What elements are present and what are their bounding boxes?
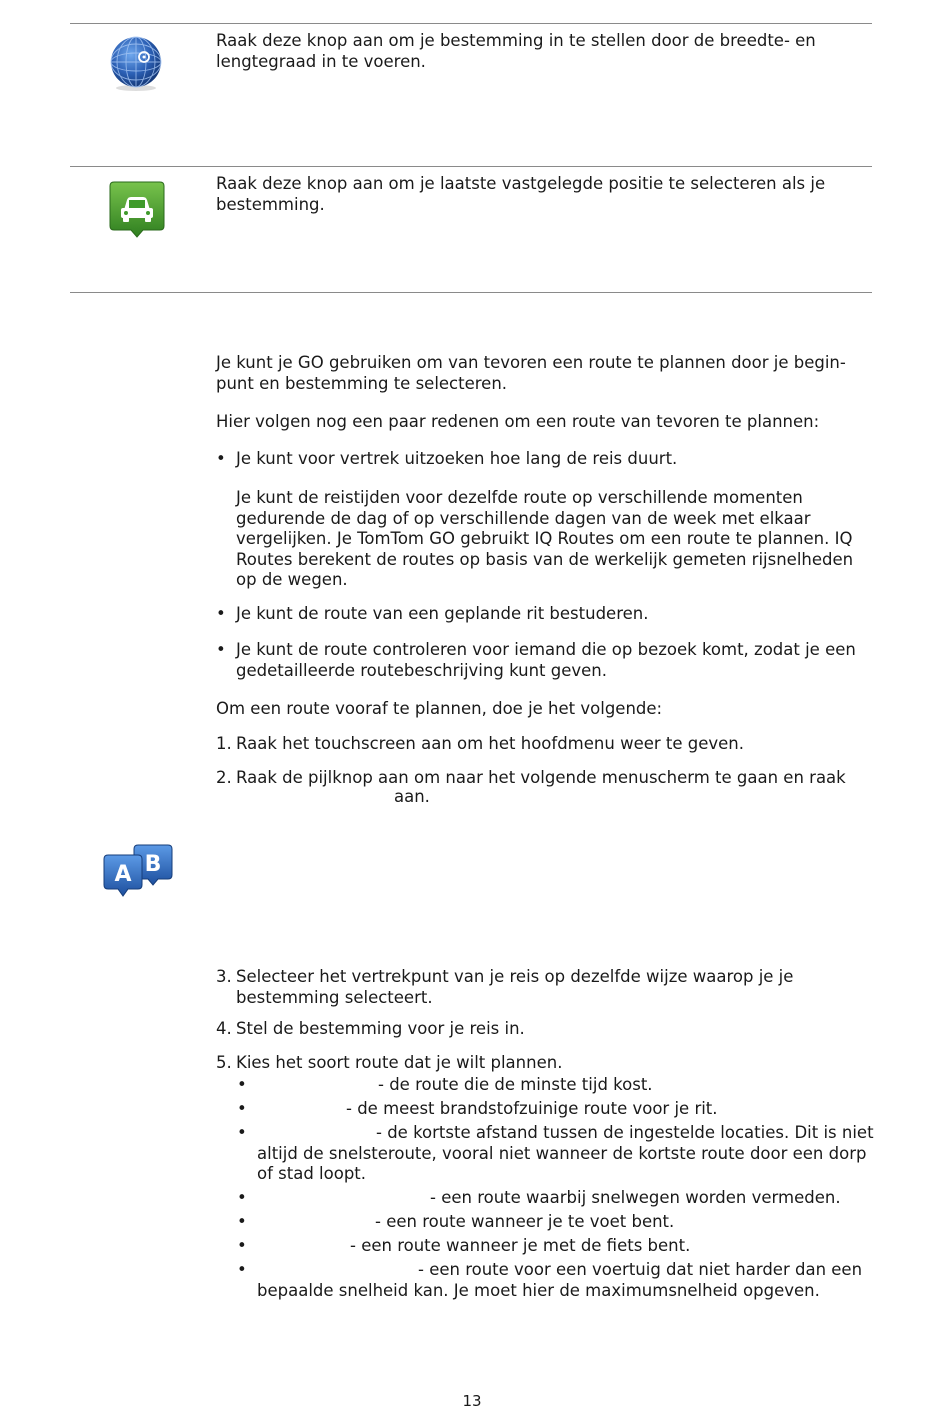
route-type-text: - een route wanneer je te voet bent. <box>375 1212 675 1231</box>
bullet-marker: • <box>237 1260 247 1279</box>
bullet-marker: • <box>237 1099 247 1118</box>
bullet-item <box>216 640 876 681</box>
route-type-item <box>237 1188 877 1209</box>
step-text: Selecteer het vertrekpunt van je reis op dezelfde wijze waarop je je bestemming selecteert. <box>236 967 794 1007</box>
reasons-intro: Hier volgen nog een paar redenen om een route van tevoren te plannen: <box>216 412 820 431</box>
route-type-item <box>237 1075 877 1096</box>
step-text: Raak het touchscreen aan om het hoofdmenu weer te geven. <box>236 734 745 753</box>
bullet-text: Je kunt voor vertrek uitzoeken hoe lang de reis duurt. <box>236 449 678 468</box>
bullet-marker: • <box>216 604 226 623</box>
step-text-continuation: aan. <box>394 786 430 806</box>
step-text: Kies het soort route dat je wilt plannen. <box>236 1053 563 1072</box>
step-text: Raak de pijlknop aan om naar het volgende menuscherm te gaan en raak <box>236 768 846 787</box>
route-type-text: - de meest brandstofzuinige route voor je rit. <box>346 1099 718 1118</box>
step-number: 1. <box>216 734 232 753</box>
bullet-marker: • <box>216 449 226 468</box>
step-item <box>216 967 876 1008</box>
divider-middle <box>70 166 872 167</box>
route-type-item <box>237 1260 877 1301</box>
route-type-text: - een route wanneer je met de fiets bent. <box>350 1236 691 1255</box>
globe-icon[interactable] <box>104 33 168 93</box>
step-number: 2. <box>216 768 232 787</box>
step-item <box>216 768 876 807</box>
step-item <box>216 734 876 755</box>
step-number: 3. <box>216 967 232 986</box>
bullet-marker: • <box>237 1188 247 1207</box>
intro-paragraph: Je kunt je GO gebruiken om van tevoren een route te plannen door je begin-punt en bestemming te selecteren. <box>216 353 846 393</box>
bullet-item <box>216 604 876 625</box>
route-type-item <box>237 1236 877 1257</box>
bullet-item <box>216 449 876 470</box>
step-text: Stel de bestemming voor je reis in. <box>236 1019 525 1038</box>
route-type-text: - de kortste afstand tussen de ingestelde locaties. Dit is niet altijd de snelsteroute, vooral niet wanneer de kortste route door een dorp of stad loopt. <box>257 1123 874 1183</box>
divider-bottom <box>70 292 872 293</box>
bullet-text: Je kunt de route van een geplande rit bestuderen. <box>236 604 649 623</box>
route-type-item <box>237 1123 877 1185</box>
page-number: 13 <box>462 1392 482 1410</box>
step-item <box>216 1019 876 1040</box>
bullet-text: Je kunt de route controleren voor iemand die op bezoek komt, zodat je een gedetailleerde routebeschrijving kunt geven. <box>236 640 856 680</box>
bullet-marker: • <box>237 1212 247 1231</box>
route-type-text: - een route waarbij snelwegen worden vermeden. <box>430 1188 841 1207</box>
bullet-marker: • <box>237 1236 247 1255</box>
plan-route-ab-icon[interactable] <box>100 842 176 902</box>
steps-intro: Om een route vooraf te plannen, doe je het volgende: <box>216 699 663 718</box>
globe-description: Raak deze knop aan om je bestemming in te stellen door de breedte- en lengtegraad in te voeren. <box>216 31 816 71</box>
route-type-item <box>237 1212 877 1233</box>
divider-top <box>70 23 872 24</box>
step-number: 5. <box>216 1053 232 1072</box>
step-number: 4. <box>216 1019 232 1038</box>
step-item <box>216 1053 876 1074</box>
ab-icon-b-letter: B <box>144 852 162 877</box>
car-position-description: Raak deze knop aan om je laatste vastgelegde positie te selecteren als je bestemming. <box>216 174 826 214</box>
ab-icon-a-letter: A <box>114 862 132 887</box>
route-type-text: - een route voor een voertuig dat niet harder dan een bepaalde snelheid kan. Je moet hier de maximumsnelheid opgeven. <box>257 1260 863 1300</box>
car-position-icon[interactable] <box>108 180 166 240</box>
bullet-marker: • <box>237 1075 247 1094</box>
route-type-text: - de route die de minste tijd kost. <box>378 1075 653 1094</box>
iq-routes-paragraph: Je kunt de reistijden voor dezelfde route op verschillende momenten gedurende de dag of op verschillende dagen van de week met elkaar vergelijken. Je TomTom GO gebruikt IQ Routes om een route te plannen. IQ Routes berekent de routes op basis van de werkelijk gemeten rijsnelheden op de wegen. <box>236 488 854 589</box>
bullet-marker: • <box>237 1123 247 1142</box>
bullet-marker: • <box>216 640 226 659</box>
route-type-item <box>237 1099 877 1120</box>
